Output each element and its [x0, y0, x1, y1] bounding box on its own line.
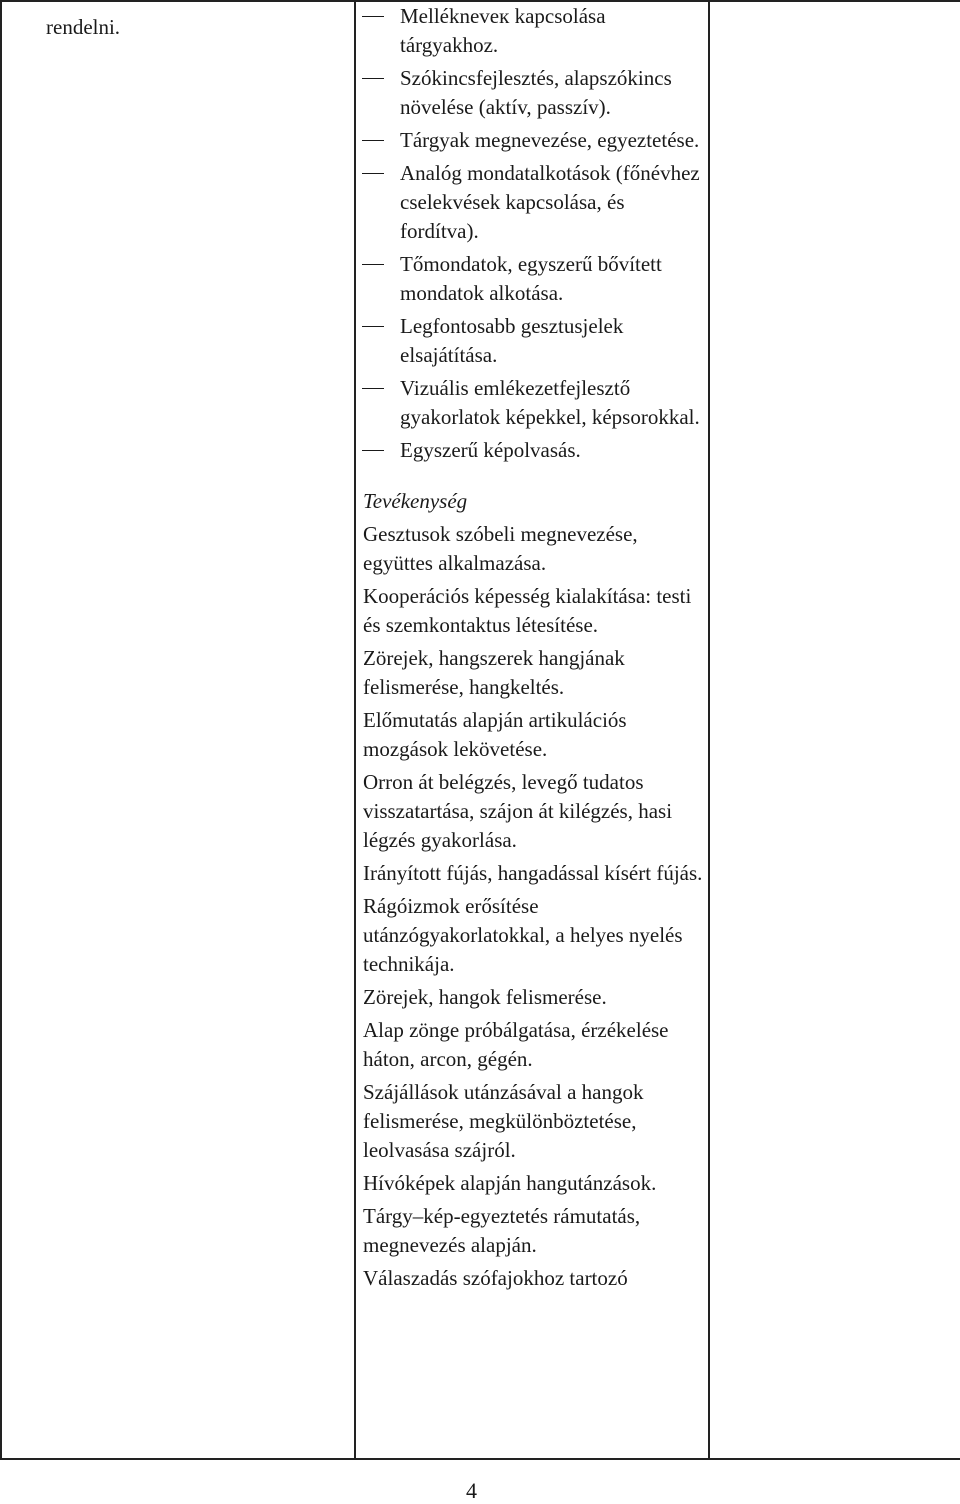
dash-bullet — [362, 78, 384, 79]
dash-bullet — [362, 388, 384, 389]
dash-list-item — [356, 126, 708, 155]
dash-item-text: Legfontosabb gesztusjelek elsajátítása. — [400, 314, 624, 367]
activity-item: Szájállások utánzásával a hangok felismerése, megkülönböztetése, leolvasása szájról. — [363, 1080, 644, 1162]
middle-cell — [355, 1, 709, 1459]
dash-list-item — [356, 159, 708, 246]
dash-list — [356, 2, 708, 465]
activity-item: Orron át belégzés, levegő tudatos visszatartása, szájon át kilégzés, hasi légzés gyakorlása. — [363, 770, 673, 852]
dash-item-text: Egyszerű képolvasás. — [400, 438, 581, 462]
dash-item-text: Analóg mondatalkotások (főnévhez cselekvések kapcsolása, és fordítva). — [400, 161, 700, 243]
page-number: 4 — [466, 1478, 477, 1503]
dash-bullet — [362, 264, 384, 265]
dash-item-text: Tőmondatok, egyszerű bővített mondatok alkotása. — [400, 252, 662, 305]
dash-item-text: Tárgyak megnevezése, egyeztetése. — [400, 128, 700, 152]
activity-item: Rágóizmok erősítése utánzógyakorlatokkal, a helyes nyelés technikája. — [363, 894, 683, 976]
dash-list-item — [356, 436, 708, 465]
dash-list-item — [356, 250, 708, 308]
left-cell — [1, 1, 355, 1459]
activity-item: Alap zönge próbálgatása, érzékelése háton, arcon, gégén. — [363, 1018, 669, 1071]
activity-item: Előmutatás alapján artikulációs mozgások lekövetése. — [363, 708, 627, 761]
dash-list-item — [356, 2, 708, 60]
right-cell — [709, 1, 960, 1459]
dash-list-item — [356, 64, 708, 122]
table-row — [1, 1, 960, 1459]
dash-bullet — [362, 326, 384, 327]
dash-bullet — [362, 16, 384, 17]
activity-item: Válaszadás szófajokhoz tartozó — [363, 1266, 628, 1290]
left-cell-text: rendelni. — [46, 15, 121, 39]
dash-item-text: Szókincsfejlesztés, alapszókincs növelése (aktív, passzív). — [400, 66, 672, 119]
activity-list — [356, 520, 708, 1293]
section-title: Tevékenység — [363, 489, 468, 513]
dash-item-text: Vizuális emlékezetfejlesztő gyakorlatok képekkel, képsorokkal. — [400, 376, 700, 429]
dash-list-item — [356, 374, 708, 432]
activity-item: Tárgy–kép-egyeztetés rámutatás, megnevezés alapján. — [363, 1204, 641, 1257]
dash-bullet — [362, 173, 384, 174]
dash-item-text: Mellékneveк kapcsolása tárgyakhoz. — [400, 4, 606, 57]
activity-item: Hívóképek alapján hangutánzások. — [363, 1171, 657, 1195]
activity-item: Irányított fújás, hangadással kísért fújás. — [363, 861, 703, 885]
activity-item: Gesztusok szóbeli megnevezése, együttes alkalmazása. — [363, 522, 638, 575]
dash-bullet — [362, 450, 384, 451]
dash-bullet — [362, 140, 384, 141]
dash-list-item — [356, 312, 708, 370]
activity-item: Kooperációs képesség kialakítása: testi és szemkontaktus létesítése. — [363, 584, 692, 637]
activity-item: Zörejek, hangszerek hangjának felismerése, hangkeltés. — [363, 646, 625, 699]
activity-item: Zörejek, hangok felismerése. — [363, 985, 607, 1009]
